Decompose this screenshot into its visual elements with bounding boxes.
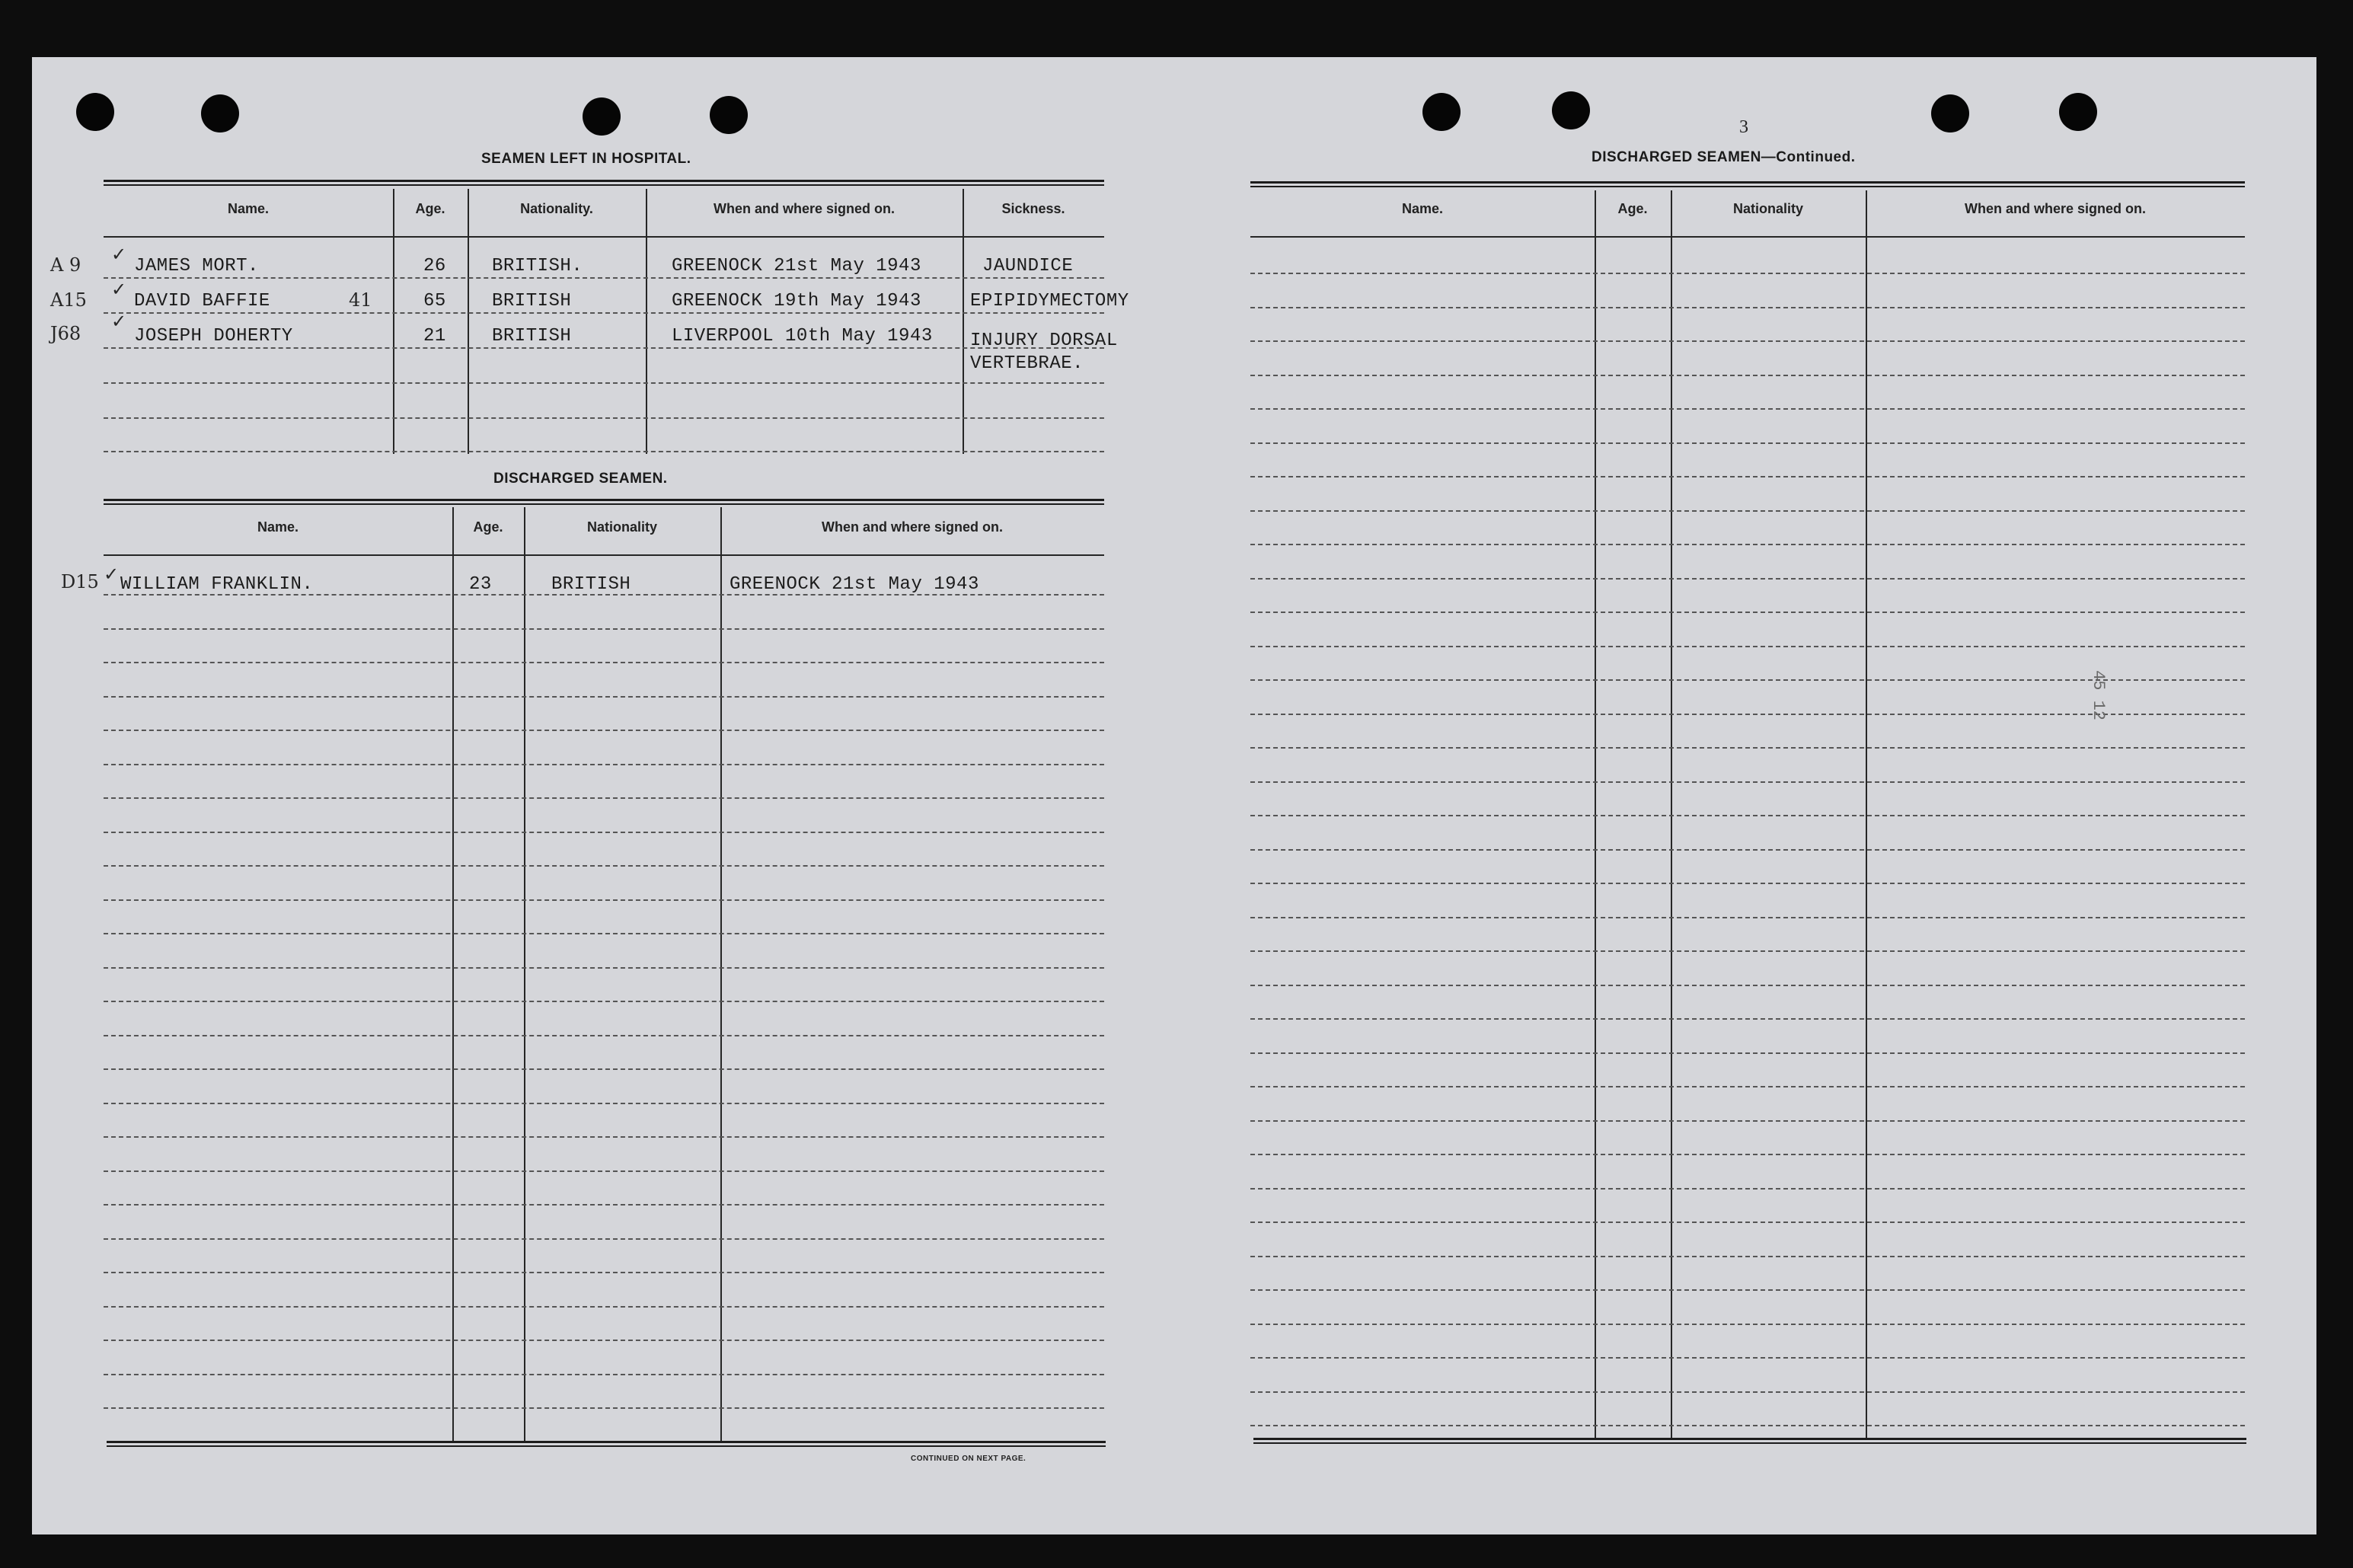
seaman-name: JAMES MORT. [134,256,259,276]
punch-hole [76,93,114,131]
discharged-header-rule [104,554,1104,556]
row-rule [1250,1120,2245,1122]
hospital-col-divider [468,189,469,454]
seaman-name: WILLIAM FRANKLIN. [120,574,314,595]
row-rule [1250,1018,2245,1020]
hospital-col-divider [963,189,964,454]
row-rule [1250,1425,2245,1426]
discharged-header-signed-on: When and where signed on. [821,519,1004,535]
seaman-nationality: BRITISH [551,574,631,595]
seaman-age: 26 [423,256,446,276]
entry-ref: J68 [50,323,81,344]
discharged-continued-title: DISCHARGED SEAMEN—Continued. [1592,149,1856,165]
punch-hole [2059,93,2097,131]
row-rule [104,1238,1104,1240]
row-rule [1250,1086,2245,1087]
row-rule [104,1136,1104,1138]
row-rule [1250,849,2245,851]
right-col-divider [1595,190,1596,1438]
hospital-header-name: Name. [227,201,270,216]
row-rule [1250,408,2245,410]
row-rule [1250,985,2245,986]
seaman-age: 23 [469,574,492,595]
row-rule [104,1407,1104,1409]
sickness: JAUNDICE [982,256,1074,276]
row-rule [104,764,1104,765]
sickness-continued: VERTEBRAE. [970,353,1084,374]
row-rule [1250,917,2245,918]
row-rule [1250,510,2245,512]
seaman-nationality: BRITISH [492,291,572,311]
discharged-table-top-rule [104,499,1104,505]
right-header-name: Name. [1401,201,1444,216]
signed-on: GREENOCK 21st May 1943 [730,574,979,595]
punch-hole [583,97,621,136]
row-rule [104,347,1104,349]
discharged-col-divider [720,507,722,1441]
discharged-header-nationality: Nationality [586,519,657,535]
row-rule [104,382,1104,384]
seaman-age: 21 [423,326,446,346]
seaman-name: JOSEPH DOHERTY [134,326,293,346]
punch-hole [1552,91,1590,129]
discharged-section-title: DISCHARGED SEAMEN. [493,471,668,487]
right-header-nationality: Nationality [1732,201,1803,216]
punch-hole [1931,94,1969,133]
entry-ref: D15 [61,571,99,592]
row-rule [104,797,1104,799]
row-rule [1250,612,2245,613]
row-rule [104,662,1104,663]
row-rule [1250,1052,2245,1054]
discharged-header-name: Name. [257,519,299,535]
row-rule [1250,747,2245,749]
entry-ref: A 9 [50,254,81,276]
hospital-header-sickness: Sickness. [1001,201,1065,216]
row-rule [1250,544,2245,545]
row-rule [1250,1289,2245,1291]
hospital-col-divider [393,189,394,454]
row-rule [104,1103,1104,1104]
row-rule [104,865,1104,867]
row-rule [1250,815,2245,816]
row-rule [1250,442,2245,444]
row-rule [104,1170,1104,1172]
hospital-header-rule [104,236,1104,238]
right-header-rule [1250,236,2245,238]
row-rule [104,312,1104,314]
row-rule [1250,1391,2245,1393]
paper-sheet [32,57,2316,1534]
seaman-name: DAVID BAFFIE [134,291,270,311]
row-rule [104,417,1104,419]
row-rule [104,1340,1104,1341]
row-rule [1250,883,2245,884]
row-rule [104,1035,1104,1036]
row-rule [104,730,1104,731]
hospital-header-age: Age. [415,201,445,216]
row-rule [104,967,1104,969]
check-mark: ✓ [111,279,127,300]
right-col-divider [1671,190,1672,1438]
row-rule [104,1272,1104,1273]
row-rule [104,1374,1104,1375]
right-header-signed-on: When and where signed on. [1964,201,2147,216]
discharged-header-age: Age. [473,519,503,535]
right-table-bottom-rule [1253,1438,2246,1444]
punch-hole [1422,93,1461,131]
discharged-table-bottom-rule [107,1441,1106,1447]
punch-hole [710,96,748,134]
row-rule [104,1001,1104,1002]
right-header-age: Age. [1617,201,1648,216]
row-rule [1250,781,2245,783]
row-rule [104,1204,1104,1206]
row-rule [1250,476,2245,477]
row-rule [1250,1154,2245,1155]
signed-on: LIVERPOOL 10th May 1943 [672,326,933,346]
check-mark: ✓ [104,564,120,585]
row-rule [104,277,1104,279]
seaman-nationality: BRITISH [492,326,572,346]
entry-ref: A15 [50,289,87,311]
hospital-header-nationality: Nationality. [520,201,593,216]
check-mark: ✓ [111,311,127,332]
row-rule [1250,1256,2245,1257]
discharged-col-divider [524,507,525,1441]
row-rule [104,628,1104,630]
sickness: EPIPIDYMECTOMY [970,291,1129,311]
row-rule [104,1068,1104,1070]
right-table-top-rule [1250,181,2245,187]
row-rule [1250,340,2245,342]
faint-stamp: 45 12 [2089,670,2108,721]
hospital-col-divider [646,189,647,454]
row-rule [1250,375,2245,376]
row-rule [1250,273,2245,274]
hospital-section-title: SEAMEN LEFT IN HOSPITAL. [481,151,691,167]
row-rule [104,832,1104,833]
hospital-table-top-rule [104,180,1104,186]
seaman-nationality: BRITISH. [492,256,583,276]
row-rule [104,696,1104,698]
row-rule [104,1306,1104,1308]
row-rule [1250,950,2245,952]
row-rule [104,899,1104,901]
check-mark: ✓ [111,244,127,265]
row-rule [1250,1188,2245,1190]
seaman-age: 65 [423,291,446,311]
row-rule [1250,578,2245,580]
row-rule [1250,646,2245,647]
punch-hole [201,94,239,133]
discharged-col-divider [452,507,454,1441]
continued-note: CONTINUED ON NEXT PAGE. [911,1455,1026,1463]
row-rule [1250,1357,2245,1359]
right-col-divider [1866,190,1867,1438]
hospital-header-signed-on: When and where signed on. [713,201,896,216]
row-rule [1250,307,2245,308]
handwritten-note: 41 [349,289,372,311]
row-rule [104,933,1104,934]
row-rule [104,451,1104,452]
row-rule [1250,1222,2245,1223]
signed-on: GREENOCK 21st May 1943 [672,256,921,276]
signed-on: GREENOCK 19th May 1943 [672,291,921,311]
sickness: INJURY DORSAL [970,331,1118,351]
page-number: 3 [1739,117,1748,137]
row-rule [1250,1324,2245,1325]
